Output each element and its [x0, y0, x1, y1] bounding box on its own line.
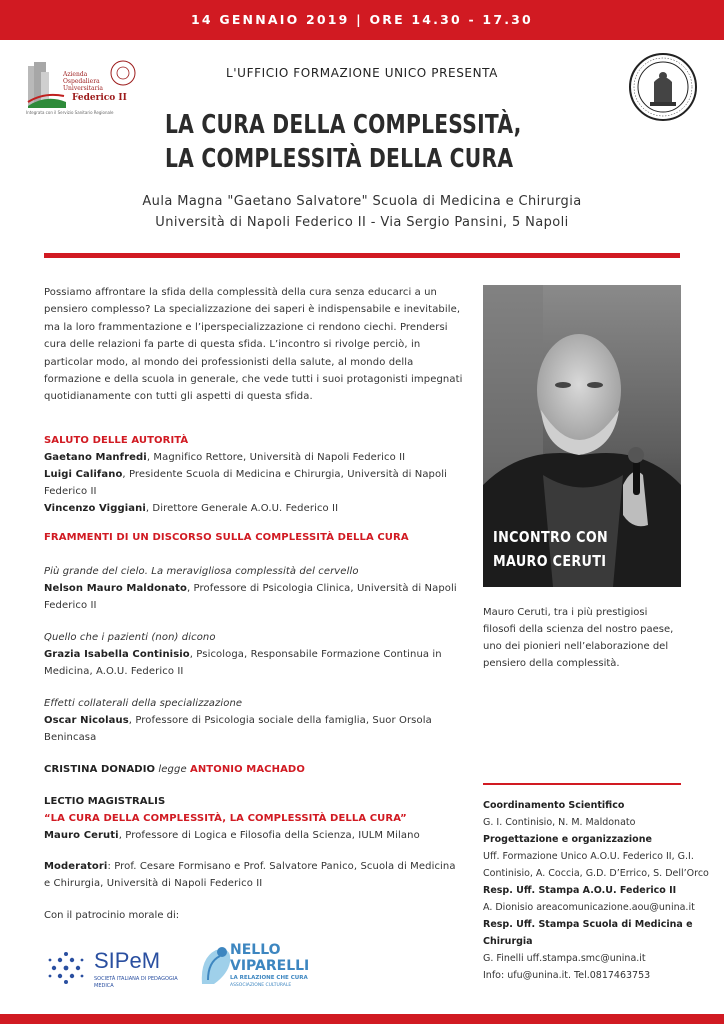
- nello-line-4: ASSOCIAZIONE CULTURALE: [230, 983, 292, 988]
- reading-verb: legge: [158, 764, 187, 775]
- moderatori-text: : Prof. Cesare Formisano e Prof. Salvatore Panico, Scuola di Medicina e Chirurgia, Università di Napoli Federico II: [44, 861, 456, 889]
- talk-role: , Professore di Psicologia sociale della famiglia, Suor Orsola Benincasa: [44, 715, 432, 743]
- event-date-time: 14 GENNAIO 2019 | ORE 14.30 - 17.30: [191, 12, 533, 27]
- saluto-person: [44, 449, 464, 466]
- talk-speaker: Oscar Nicolaus: [44, 715, 129, 726]
- logo-line-1: Azienda: [63, 71, 88, 78]
- frammenti-heading: FRAMMENTI DI UN DISCORSO SULLA COMPLESSITÀ DELLA CURA: [44, 532, 409, 543]
- stampa-aou-label: Resp. Uff. Stampa A.O.U. Federico II: [483, 885, 677, 896]
- talk-topic: Effetti collaterali della specializzazione: [44, 698, 243, 709]
- sipem-dots-icon: [44, 946, 88, 990]
- credits-divider: [483, 783, 681, 785]
- university-seal-icon: [628, 52, 698, 122]
- stampa-scuola-text: G. Finelli uff.stampa.smc@unina.it: [483, 953, 646, 964]
- talk-item: [44, 695, 464, 746]
- speaker-bio: Mauro Ceruti, tra i più prestigiosi filosofi della scienza del nostro paese, uno dei pionieri nell’elaborazione del pensiero della complessità.: [483, 607, 674, 669]
- reading-line: [44, 761, 464, 778]
- saluto-heading: SALUTO DELLE AUTORITÀ: [44, 435, 189, 446]
- presents-line: L'UFFICIO FORMAZIONE UNICO PRESENTA: [226, 66, 498, 80]
- event-title: [165, 108, 522, 176]
- talk-item: [44, 629, 464, 680]
- stampa-scuola-label: Resp. Uff. Stampa Scuola di Medicina e Chirurgia: [483, 919, 693, 947]
- lectio-heading: LECTIO MAGISTRALIS: [44, 796, 166, 807]
- event-title-line-2: LA COMPLESSITÀ DELLA CURA: [165, 144, 514, 174]
- bottom-banner: [0, 1014, 724, 1024]
- lectio-title: “LA CURA DELLA COMPLESSITÀ, LA COMPLESSITÀ DELLA CURA”: [44, 813, 407, 824]
- talk-topic: Quello che i pazienti (non) dicono: [44, 632, 216, 643]
- talk-role: , Psicologa, Responsabile Formazione Continua in Medicina, A.O.U. Federico II: [44, 649, 442, 677]
- coord-text: G. I. Continisio, N. M. Maldonato: [483, 817, 636, 828]
- sipem-sub-2: MEDICA: [94, 983, 114, 989]
- top-banner: [0, 0, 724, 40]
- logo-name-bold: Federico II: [72, 93, 127, 103]
- photo-caption-line-2: MAURO CERUTI: [493, 552, 607, 570]
- person-role: , Magnifico Rettore, Università di Napoli Federico II: [146, 452, 406, 463]
- credits-block: [483, 797, 715, 984]
- stampa-aou-text: A. Dionisio areacomunicazione.aou@unina.it: [483, 902, 695, 913]
- intro-paragraph: Possiamo affrontare la sfida della complessità della cura senza educarci a un pensiero complesso? La specializzazione dei saperi è indispensabile e inevitabile, ma la loro frammentazione e l’iperspecializzazione ci rendono ciechi. Prendersi cura delle relazioni fa parte di questa sfida. L’incontro si rivolge perciò, in particolar modo, al mondo dei professionisti della salute, al mondo della formazione e della scuola in generale, che vede tutti i suoi protagonisti impegnati quotidianamente con tutti gli aspetti di questa sfida.: [44, 287, 463, 403]
- header-divider: [44, 253, 680, 258]
- photo-caption-line-1: INCONTRO CON: [493, 528, 609, 546]
- person-role: , Presidente Scuola di Medicina e Chirurgia, Università di Napoli Federico II: [44, 469, 447, 497]
- lectio-section: [44, 793, 464, 844]
- reading-author: ANTONIO MACHADO: [189, 764, 305, 775]
- moderatori-section: [44, 858, 464, 892]
- person-role: , Direttore Generale A.O.U. Federico II: [145, 503, 339, 514]
- sponsor-label: Con il patrocinio morale di:: [44, 910, 180, 921]
- talk-role: , Professore di Psicologia Clinica, Università di Napoli Federico II: [44, 583, 457, 611]
- person-name: Gaetano Manfredi: [44, 452, 147, 463]
- person-name: Vincenzo Viggiani: [44, 503, 146, 514]
- logo-caption: Integrata con il Servizio Sanitario Regionale: [26, 110, 114, 115]
- event-title-line-1: LA CURA DELLA COMPLESSITÀ,: [165, 110, 522, 140]
- prog-text: Uff. Formazione Unico A.O.U. Federico II, G.I. Continisio, A. Coccia, G.D. D’Errico, S. Dell’Orco: [483, 851, 709, 879]
- photo-caption: [493, 525, 608, 573]
- person-name: Luigi Califano: [44, 469, 123, 480]
- nello-line-3: LA RELAZIONE CHE CURA: [230, 975, 308, 981]
- coord-label: Coordinamento Scientifico: [483, 800, 625, 811]
- venue: [0, 191, 724, 233]
- saluto-person: [44, 466, 464, 500]
- speaker-photo: [483, 285, 681, 587]
- talk-speaker: Grazia Isabella Continisio: [44, 649, 190, 660]
- sipem-sub-1: SOCIETÀ ITALIANA DI PEDAGOGIA: [94, 976, 178, 982]
- frammenti-section: [44, 529, 464, 546]
- saluto-person: [44, 500, 464, 517]
- venue-line-2: Università di Napoli Federico II - Via Sergio Pansini, 5 Napoli: [155, 215, 569, 230]
- reader-name: CRISTINA DONADIO: [44, 764, 156, 775]
- talk-topic: Più grande del cielo. La meravigliosa complessità del cervello: [44, 566, 359, 577]
- talk-item: [44, 563, 464, 614]
- lectio-speaker: Mauro Ceruti: [44, 830, 119, 841]
- sipem-name: SIPeM: [94, 948, 161, 973]
- talk-speaker: Nelson Mauro Maldonato: [44, 583, 187, 594]
- logo-line-2: Ospedaliera: [63, 78, 100, 85]
- nello-line-1: NELLO: [230, 942, 281, 958]
- lectio-role: , Professore di Logica e Filosofia della Scienza, IULM Milano: [118, 830, 420, 841]
- sipem-logo: [44, 944, 194, 992]
- info-line: Info: ufu@unina.it. Tel.0817463753: [483, 970, 651, 981]
- saluto-section: [44, 432, 464, 517]
- moderatori-label: Moderatori: [44, 861, 108, 872]
- prog-label: Progettazione e organizzazione: [483, 834, 652, 845]
- logo-line-3: Universitaria: [63, 85, 103, 92]
- nello-line-2: VIPARELLI: [230, 958, 310, 974]
- venue-line-1: Aula Magna "Gaetano Salvatore" Scuola di Medicina e Chirurgia: [142, 194, 582, 209]
- nello-viparelli-logo: [194, 938, 324, 994]
